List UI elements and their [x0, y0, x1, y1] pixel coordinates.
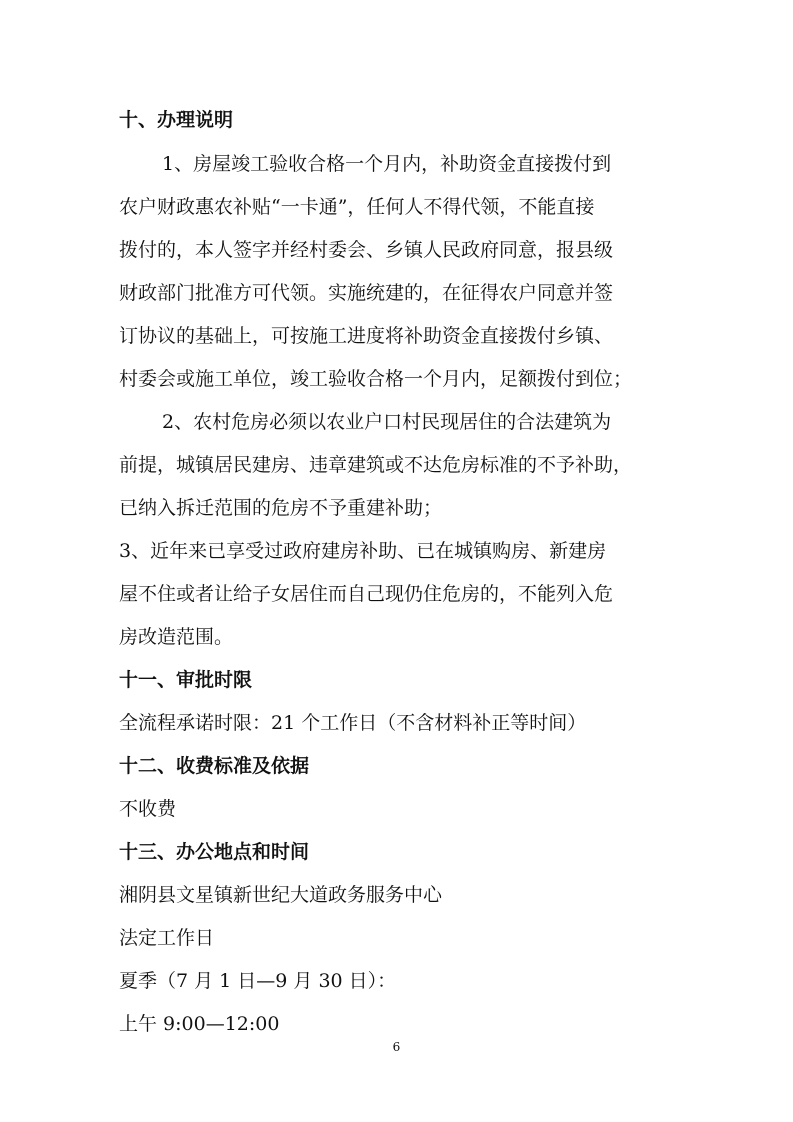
paragraph-line: 财政部门批准方可代领。实施统建的，在征得农户同意并签	[119, 282, 614, 304]
paragraph-line: 3、近年来已享受过政府建房补助、已在城镇购房、新建房	[119, 540, 607, 562]
office-address: 湘阴县文星镇新世纪大道政务服务中心	[119, 884, 443, 906]
paragraph-line: 拨付的，本人签字并经村委会、乡镇人民政府同意，报县级	[119, 239, 614, 261]
paragraph-line: 农户财政惠农补贴“一卡通”，任何人不得代领，不能直接	[119, 196, 595, 218]
fee-text: 不收费	[119, 798, 177, 820]
paragraph-line: 1、房屋竣工验收合格一个月内，补助资金直接拨付到	[162, 153, 612, 175]
paragraph-line: 2、农村危房必须以农业户口村民现居住的合法建筑为	[162, 411, 612, 433]
section-13-title: 十三、办公地点和时间	[119, 841, 310, 863]
paragraph-line: 订协议的基础上，可按施工进度将补助资金直接拨付乡镇、	[119, 325, 614, 347]
approval-time-limit: 全流程承诺时限：21 个工作日（不含材料补正等时间）	[119, 712, 587, 734]
section-11-title: 十一、审批时限	[119, 669, 253, 691]
page-number: 6	[392, 1040, 401, 1054]
paragraph-line: 屋不住或者让给子女居住而自己现仍住危房的，不能列入危	[119, 583, 614, 605]
section-12-title: 十二、收费标准及依据	[119, 755, 310, 777]
paragraph-line: 房改造范围。	[119, 626, 234, 648]
summer-season: 夏季（7 月 1 日—9 月 30 日）：	[119, 970, 397, 992]
paragraph-line: 村委会或施工单位，竣工验收合格一个月内，足额拨付到位；	[119, 368, 633, 390]
paragraph-line: 前提，城镇居民建房、违章建筑或不达危房标准的不予补助，	[119, 454, 633, 476]
paragraph-line: 已纳入拆迁范围的危房不予重建补助；	[119, 497, 443, 519]
office-days: 法定工作日	[119, 927, 215, 949]
section-10-title: 十、办理说明	[119, 109, 234, 131]
morning-hours: 上午 9:00—12:00	[119, 1013, 280, 1035]
